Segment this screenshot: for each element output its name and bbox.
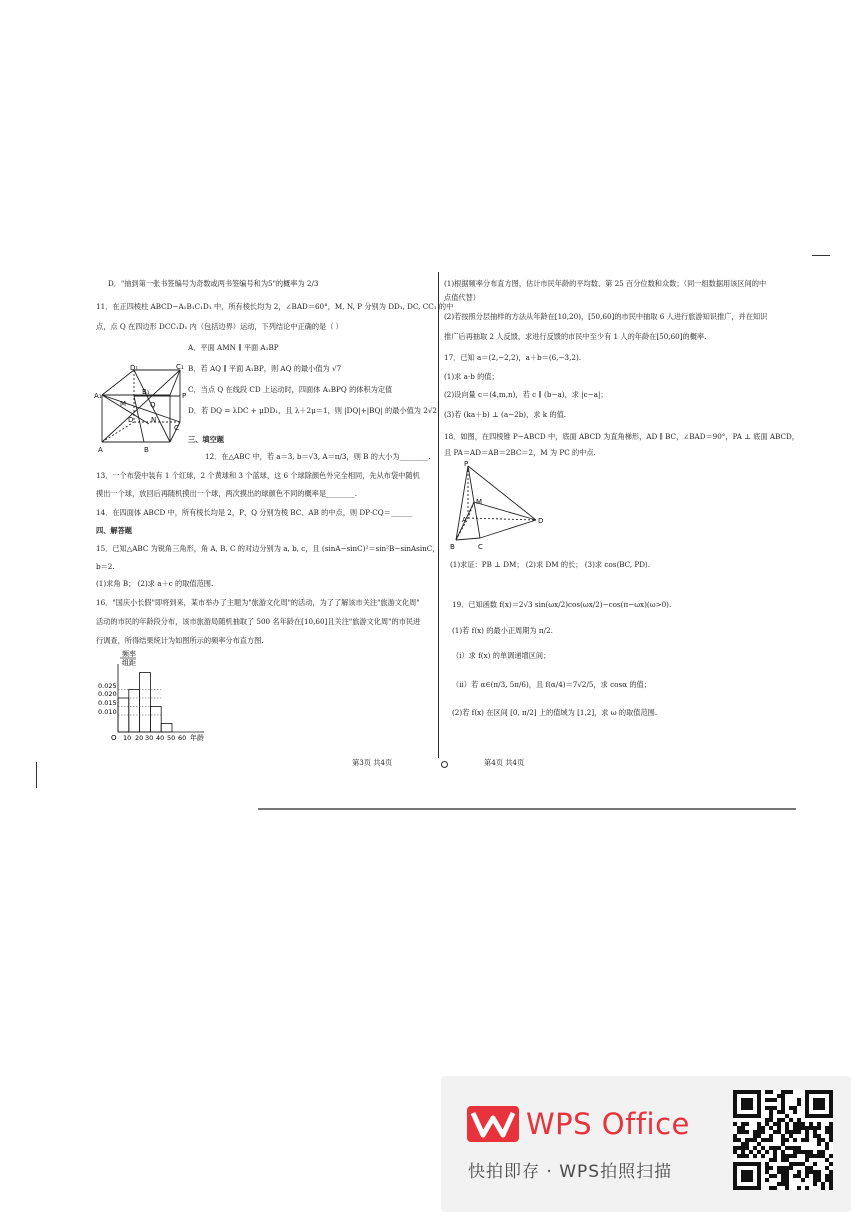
right-line-5: (1)求 a·b 的值；: [444, 372, 499, 381]
left-line-9: 13．一个布袋中装有 1 个红球，2 个黄球和 3 个蓝球，这 6 个球除颜色外完全相同，先从布袋中随机: [96, 471, 420, 480]
cube-label-B1: B₁: [142, 388, 150, 396]
qr-code-icon: [733, 1090, 833, 1190]
left-line-7: 三、填空题: [188, 435, 224, 444]
left-line-2: 点，点 Q 在四边形 DCC₁D₁ 内（包括边界）运动，下列结论中正确的是（ ）: [96, 322, 343, 331]
cube-label-P: P: [182, 392, 187, 400]
right-line-7: (3)若 (ka＋b) ⊥ (a−2b)，求 k 的值.: [444, 410, 567, 419]
left-line-8: 12．在△ABC 中，若 a＝3, b＝√3, A＝π/3，则 B 的大小为________.: [205, 452, 431, 461]
right-line-14: （ii）若 α∈(π/3, 5π/6)，且 f(α/4)＝7√2/5，求 cosα 的值；: [452, 680, 651, 689]
right-line-2: (2)若按照分层抽样的方法从年龄在[10,20)，[50,60]的市民中抽取 6 人进行旅游知识推广，并在知识: [444, 312, 768, 321]
hist-xtick-O: O: [111, 734, 117, 742]
right-line-10: (1)求证：PB ⊥ DM； (2)求 DM 的长； (3)求 cos⟨BC, PD⟩.: [450, 560, 651, 569]
top-right-mark: [812, 255, 830, 256]
right-line-13: （i）求 f(x) 的单调递增区间；: [452, 651, 551, 660]
left-line-16: 16．"国庆小长假"即将到来，某市举办了主题为"旅游文化周"的活动，为了了解该市关注"旅游文化周": [96, 598, 420, 607]
prism-figure: [94, 362, 194, 457]
cube-label-D: D: [128, 416, 134, 424]
hist-ytick-0.025: 0.025: [98, 682, 117, 690]
wps-slogan: 快拍即存 · WPS拍照扫描: [468, 1162, 673, 1182]
hist-bar-[40,50): [150, 707, 161, 733]
hist-ylabel-bottom: 组距: [122, 659, 136, 667]
left-line-12: 四、解答题: [96, 526, 132, 535]
hist-ytick-0.015: 0.015: [98, 699, 117, 707]
right-page-footer: 第4页 共4页: [484, 758, 525, 767]
right-line-9: 且 PA＝AD＝AB＝2BC＝2，M 为 PC 的中点.: [444, 448, 596, 457]
pyr-label-D: D: [538, 517, 544, 525]
left-line-0: D．"抽到第一张书签编号为奇数或两书签编号和为5"的概率为 2/3: [108, 279, 319, 288]
cube-label-C1: C₁: [176, 363, 184, 371]
hist-bar-[50,60]: [161, 724, 172, 733]
frequency-histogram: [94, 650, 214, 745]
cube-label-A: A: [98, 446, 103, 454]
left-line-1: 11．在正四棱柱 ABCD−A₁B₁C₁D₁ 中，所有棱长均为 2，∠BAD＝60°，M, N, P 分别为 DD₁, DC, CC₁ 的中: [96, 302, 454, 311]
left-line-14: b＝2.: [96, 562, 115, 571]
wps-brand-text: WPS Office: [526, 1107, 690, 1141]
pyr-label-C: C: [478, 543, 483, 551]
pyr-label-P: P: [464, 460, 469, 468]
right-line-3: 推广后再抽取 2 人反馈，求进行反馈的市民中至少有 1 人的年龄在[50,60]的概率.: [444, 332, 707, 341]
cube-label-C: C: [174, 424, 179, 432]
left-line-4: B．若 AQ ∥ 平面 A₁BP，则 AQ 的最小值为 √7: [188, 364, 342, 373]
pyr-label-B: B: [450, 543, 455, 551]
pyramid-figure: [446, 458, 546, 553]
left-line-18: 行调查，所得结果统计为如图所示的频率分布直方图.: [96, 636, 264, 645]
hist-xlabel: 年龄: [190, 734, 204, 742]
cube-label-N: N: [151, 416, 157, 424]
left-line-5: C．当点 Q 在线段 CD 上运动时，四面体 A₁BPQ 的体积为定值: [188, 385, 393, 394]
right-line-15: (2)若 f(x) 在区间 [0, π/2] 上的值域为 [1,2]，求 ω 的取值范围.: [452, 708, 658, 717]
right-line-6: (2)设向量 c＝(4,m,n)，若 c ∥ (b−a)，求 |c−a|；: [444, 390, 608, 399]
left-line-15: (1)求角 B； (2)求 a＋c 的取值范围.: [96, 579, 214, 588]
bottom-scan-edge: [258, 808, 796, 810]
left-line-6: D．若 DQ = λDC + μDD₁，且 λ＋2μ＝1，则 |DQ|+|BQ| 的最小值为 2√2: [188, 406, 437, 415]
left-line-10: 摸出一个球，放回后再随机摸出一个球，两次摸出的球颜色不同的概率是________.: [96, 489, 358, 498]
wps-w-logo-icon: [467, 1106, 519, 1142]
left-line-3: A．平面 AMN ∥ 平面 A₁BP: [188, 343, 279, 352]
hist-xtick-50: 50: [167, 734, 176, 742]
hist-bar-[30,40): [140, 673, 151, 733]
cube-label-Q: Q: [150, 401, 156, 409]
hist-ytick-0.010: 0.010: [98, 708, 117, 716]
hist-xtick-20: 20: [135, 734, 144, 742]
left-line-11: 14．在四面体 ABCD 中，所有棱长均是 2，P、Q 分别为棱 BC、AB 的中点，则 DP·CQ＝______: [96, 508, 413, 517]
cube-label-A1: A₁: [94, 392, 102, 400]
hist-xtick-60: 60: [178, 734, 187, 742]
right-line-8: 18．如图，在四棱锥 P−ABCD 中，底面 ABCD 为直角梯形，AD ∥ BC，∠BAD＝90°，PA ⊥ 底面 ABCD，: [444, 432, 799, 441]
hist-xtick-40: 40: [156, 734, 165, 742]
cube-label-B: B: [144, 446, 149, 454]
right-line-12: (1)若 f(x) 的最小正周期为 π/2.: [452, 626, 553, 635]
hist-xtick-10: 10: [123, 734, 132, 742]
right-line-0: (1)根据频率分布直方图，估计市民年龄的平均数、第 25 百分位数和众数；（同一组数据用该区间的中: [444, 279, 767, 288]
left-line-17: 活动的市民的年龄段分布，该市旅游局随机抽取了 500 名年龄在[10,60]且关注"旅游文化周"的市民进: [96, 617, 421, 626]
cube-label-M: M: [120, 400, 127, 408]
cube-label-D1: D₁: [130, 364, 139, 372]
pyr-label-A: A: [462, 516, 467, 524]
hist-xtick-30: 30: [145, 734, 154, 742]
right-line-11: 19．已知函数 f(x)＝2√3 sin(ωx/2)cos(ωx/2)−cos(π−ωx)(ω>0).: [452, 600, 672, 609]
right-line-1: 点值代替）: [444, 293, 480, 302]
left-line-13: 15．已知△ABC 为锐角三角形，角 A, B, C 的对边分别为 a, b, c，且 (sinA−sinC)²＝sin²B−sinAsinC，: [96, 544, 440, 553]
hist-bar-[20,30): [129, 690, 140, 733]
page-center-divider: [438, 272, 439, 758]
pyr-label-M: M: [476, 498, 483, 506]
hist-ytick-0.020: 0.020: [98, 690, 117, 698]
scan-dot-mark: [441, 761, 448, 768]
right-line-4: 17．已知 a＝(2,−2,2)，a＋b＝(6,−3,2).: [444, 353, 582, 362]
left-margin-mark: [36, 762, 37, 788]
hist-ylabel-top: 频率: [122, 650, 136, 658]
left-page-footer: 第3页 共4页: [352, 758, 393, 767]
